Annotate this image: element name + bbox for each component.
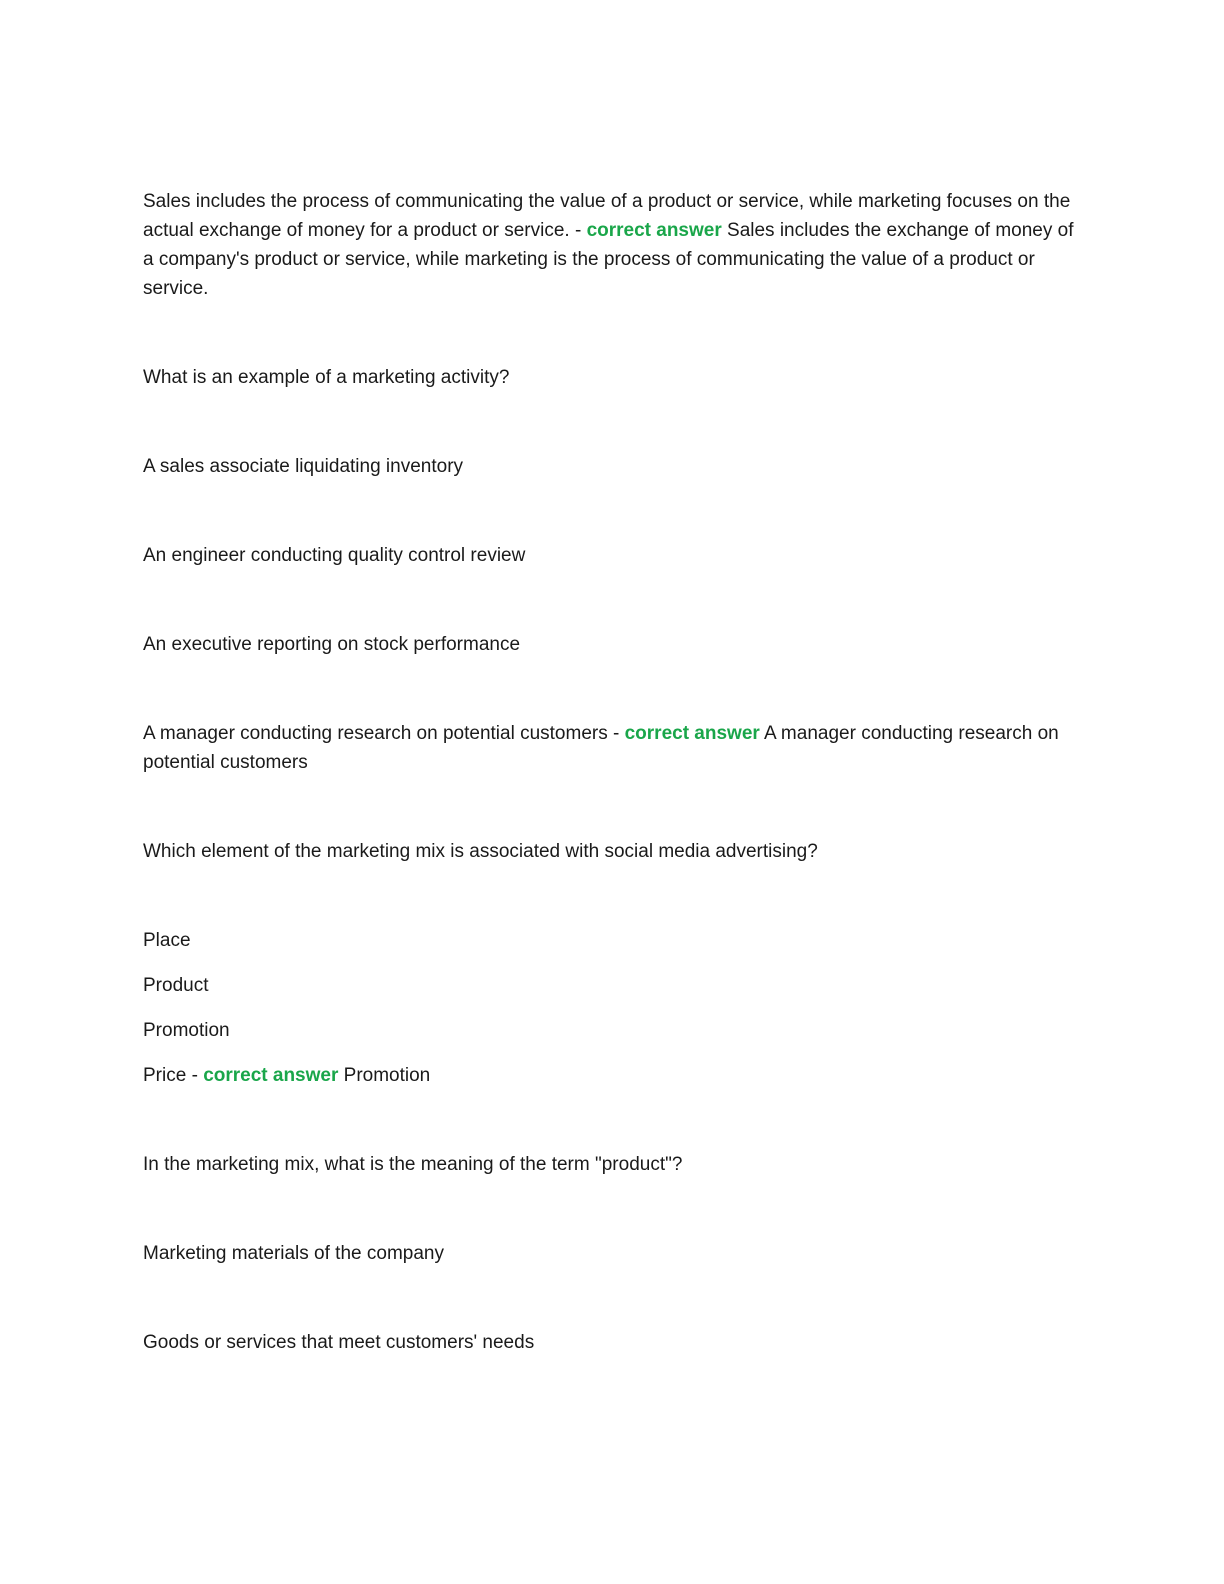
answer-prefix: A manager conducting research on potential customers - [143,723,625,744]
option-text: A sales associate liquidating inventory [143,456,464,477]
answer-text: A manager conducting research on potential customers [143,723,1059,773]
option-text: Place [143,930,191,951]
correct-answer-label: correct answer [203,1065,339,1086]
answer-prefix: Sales includes the process of communicating the value of a product or service, while marketing focuses on the actual exchange of money for a product or service. - [143,191,1071,241]
correct-answer-label: correct answer [624,723,760,744]
answer-text: Promotion [338,1065,431,1086]
option-text: An engineer conducting quality control review [143,545,526,566]
answer-text: Sales includes the exchange of money of a company's product or service, while marketing is the process of communicating the value of a product or service. [143,220,1074,299]
option-text: Goods or services that meet customers' needs [143,1332,535,1353]
option-text: Promotion [143,1020,230,1041]
option-text: An executive reporting on stock performance [143,634,521,655]
answer-paragraph-1 [143,187,1078,303]
answer-prefix: Price - [143,1065,204,1086]
question-text: Which element of the marketing mix is associated with social media advertising? [143,841,818,862]
question-text: What is an example of a marketing activity? [143,367,510,388]
question-text: In the marketing mix, what is the meaning of the term "product"? [143,1154,683,1175]
option-text: Product [143,975,209,996]
option-text: Marketing materials of the company [143,1243,444,1264]
correct-answer-label: correct answer [586,220,722,241]
answer-paragraph-2 [143,719,1078,777]
document-page [143,187,1078,1357]
answer-paragraph-3 [143,1061,1078,1090]
